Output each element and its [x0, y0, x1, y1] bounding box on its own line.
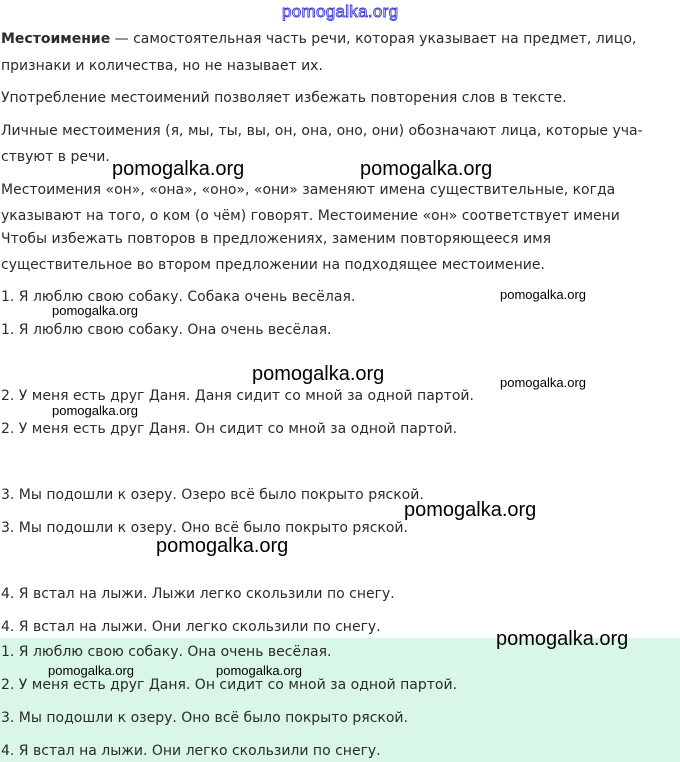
paragraph-usage: Употребление местоимений позволяет избежать повторения слов в тексте.: [1, 90, 567, 106]
watermark: pomogalka.org: [216, 663, 302, 678]
example-2-original: 2. У меня есть друг Даня. Даня сидит со мной за одной партой.: [1, 388, 474, 404]
definition-text: — самостоятельная часть речи, которая указывает на предмет, лицо,: [110, 31, 637, 47]
example-1-replaced: 1. Я люблю свою собаку. Она очень весёлая.: [1, 322, 332, 338]
site-watermark-header: pomogalka.org: [282, 2, 399, 21]
example-1-original: 1. Я люблю свою собаку. Собака очень весёлая.: [1, 289, 356, 305]
example-2-replaced: 2. У меня есть друг Даня. Он сидит со мной за одной партой.: [1, 421, 458, 437]
watermark: pomogalka.org: [500, 375, 586, 390]
example-3-original: 3. Мы подошли к озеру. Озеро всё было покрыто ряской.: [1, 487, 424, 503]
watermark: pomogalka.org: [496, 628, 629, 650]
paragraph-task-2: существительное во втором предложении на подходящее местоимение.: [1, 257, 545, 273]
example-3-replaced: 3. Мы подошли к озеру. Оно всё было покрыто ряской.: [1, 520, 408, 536]
answer-line-4: 4. Я встал на лыжи. Они легко скользили по снегу.: [1, 743, 381, 759]
watermark: pomogalka.org: [112, 158, 245, 180]
answer-line-1: 1. Я люблю свою собаку. Она очень весёлая.: [1, 644, 332, 660]
watermark: pomogalka.org: [252, 363, 385, 385]
answer-line-2: 2. У меня есть друг Даня. Он сидит со мной за одной партой.: [1, 677, 458, 693]
definition-line-1: [1, 30, 636, 48]
watermark: pomogalka.org: [52, 403, 138, 418]
watermark: pomogalka.org: [360, 158, 493, 180]
watermark: pomogalka.org: [156, 535, 289, 557]
example-4-original: 4. Я встал на лыжи. Лыжи легко скользили по снегу.: [1, 586, 395, 602]
paragraph-replacement-1: Местоимения «он», «она», «оно», «они» заменяют имена существительные, когда: [1, 182, 616, 198]
watermark: pomogalka.org: [404, 499, 537, 521]
answer-line-3: 3. Мы подошли к озеру. Оно всё было покрыто ряской.: [1, 710, 408, 726]
watermark: pomogalka.org: [52, 303, 138, 318]
paragraph-replacement-2: указывают на того, о ком (о чём) говорят. Местоимение «он» соответствует имени: [1, 208, 620, 224]
paragraph-personal-pronouns-1: Личные местоимения (я, мы, ты, вы, он, она, оно, они) обозначают лица, которые уча-: [1, 123, 643, 139]
watermark: pomogalka.org: [48, 663, 134, 678]
term-bold: Местоимение: [1, 31, 111, 47]
example-4-replaced: 4. Я встал на лыжи. Они легко скользили по снегу.: [1, 619, 381, 635]
definition-line-2: признаки и количества, но не называет их.: [1, 58, 323, 74]
paragraph-personal-pronouns-2: ствуют в речи.: [1, 149, 110, 165]
paragraph-task-1: Чтобы избежать повторов в предложениях, заменим повторяющееся имя: [1, 231, 552, 247]
watermark: pomogalka.org: [500, 287, 586, 302]
